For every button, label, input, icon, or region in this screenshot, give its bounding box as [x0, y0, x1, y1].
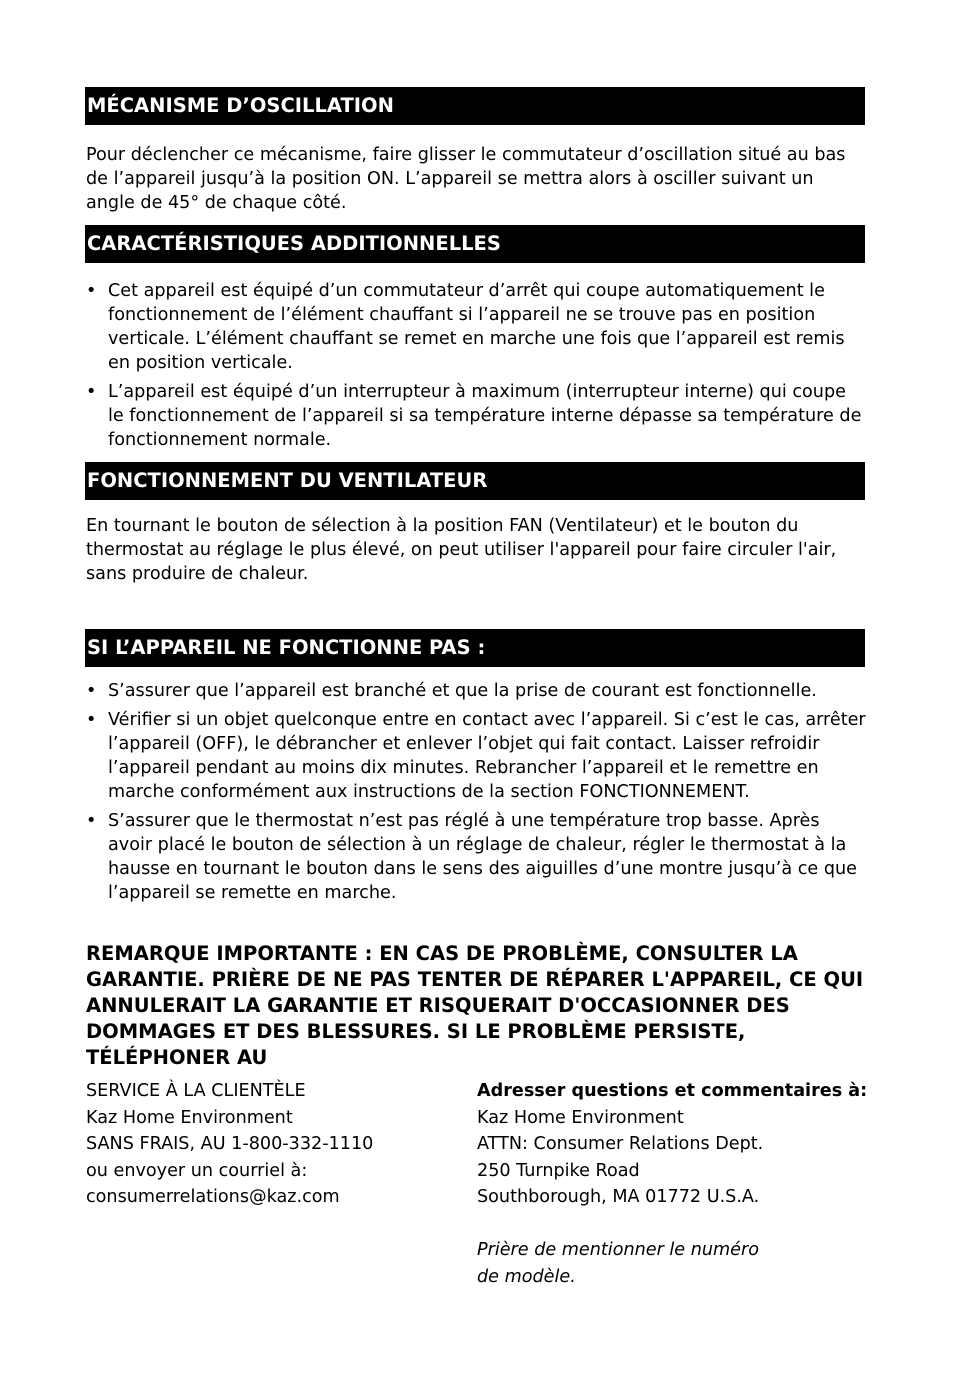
list-item [86, 279, 866, 375]
mailing-address-block [477, 1078, 877, 1290]
model-note-line-2: de modèle. [477, 1266, 576, 1287]
list-item-text: L’appareil est équipé d’un interrupteur à maximum (interrupteur interne) qui coupe le fonctionnement de l’appareil si sa température interne dépasse sa température de fonctionnement normale. [108, 382, 862, 450]
bullet-icon: • [86, 710, 97, 730]
company-name: Kaz Home Environment [86, 1107, 293, 1128]
address-street: 250 Turnpike Road [477, 1160, 640, 1181]
features-list [86, 279, 866, 457]
section-heading-oscillation: MÉCANISME D’OSCILLATION [85, 87, 865, 125]
spacer [477, 1211, 877, 1238]
toll-free-phone: SANS FRAIS, AU 1-800-332-1110 [86, 1134, 374, 1154]
fan-paragraph: En tournant le bouton de sélection à la position FAN (Ventilateur) et le bouton du thermostat au réglage le plus élevé, on peut utiliser l'appareil pour faire circuler l'air, sans produire de chaleur. [86, 516, 837, 584]
list-item [86, 380, 866, 452]
list-item-text: Cet appareil est équipé d’un commutateur d’arrêt qui coupe automatiquement le fonctionnement de l’élément chauffant si l’appareil ne se trouve pas en position verticale. L’élément chauffant se remet en marche une fois que l’appareil est remis en position verticale. [108, 281, 845, 373]
troubleshooting-list [86, 679, 866, 910]
list-item-text: Vérifier si un objet quelconque entre en contact avec l’appareil. Si c’est le cas, arrêter l’appareil (OFF), le débrancher et enlever l’objet qui fait contact. Laisser refroidir l’appareil pendant au moins dix minutes. Rebrancher l’appareil et le remettre en marche conformément aux instructions de la section FONCTIONNEMENT. [108, 710, 866, 802]
email-address: consumerrelations@kaz.com [86, 1187, 340, 1207]
customer-service-block [86, 1078, 456, 1211]
section-heading-troubleshooting: SI L’APPAREIL NE FONCTIONNE PAS : [85, 629, 865, 667]
bullet-icon: • [86, 811, 97, 831]
list-item [86, 679, 866, 703]
bullet-icon: • [86, 281, 97, 301]
bullet-icon: • [86, 681, 97, 701]
section-heading-fan: FONCTIONNEMENT DU VENTILATEUR [85, 462, 865, 500]
bullet-icon: • [86, 382, 97, 402]
address-attn: ATTN: Consumer Relations Dept. [477, 1134, 764, 1154]
oscillation-paragraph: Pour déclencher ce mécanisme, faire glisser le commutateur d’oscillation situé au bas de l’appareil jusqu’à la position ON. L’appareil se mettra alors à osciller suivant un angle de 45° de chaque côté. [86, 145, 846, 213]
address-heading: Adresser questions et commentaires à: [477, 1081, 868, 1101]
model-note-line-1: Prière de mentionner le numéro [477, 1240, 759, 1260]
list-item [86, 708, 866, 804]
important-remark: REMARQUE IMPORTANTE : EN CAS DE PROBLÈME, CONSULTER LA GARANTIE. PRIÈRE DE NE PAS TENTER DE RÉPARER L'APPAREIL, CE QUI ANNULERAIT LA GARANTIE ET RISQUERAIT D'OCCASIONNER DES DOMMAGES ET DES BLESSURES. SI LE PROBLÈME PERSISTE, TÉLÉPHONER AU [86, 942, 864, 1069]
email-prompt: ou envoyer un courriel à: [86, 1160, 308, 1181]
list-item-text: S’assurer que le thermostat n’est pas réglé à une température trop basse. Après avoir placé le bouton de sélection à un réglage de chaleur, régler le thermostat à la hausse en tournant le bouton dans le sens des aiguilles d’une montre jusqu’à ce que l’appareil se remette en marche. [108, 811, 857, 903]
list-item-text: S’assurer que l’appareil est branché et que la prise de courant est fonctionnelle. [108, 681, 817, 701]
address-company: Kaz Home Environment [477, 1107, 684, 1128]
address-city: Southborough, MA 01772 U.S.A. [477, 1187, 760, 1207]
customer-service-title: SERVICE À LA CLIENTÈLE [86, 1081, 306, 1101]
section-heading-features: CARACTÉRISTIQUES ADDITIONNELLES [85, 225, 865, 263]
list-item [86, 809, 866, 905]
